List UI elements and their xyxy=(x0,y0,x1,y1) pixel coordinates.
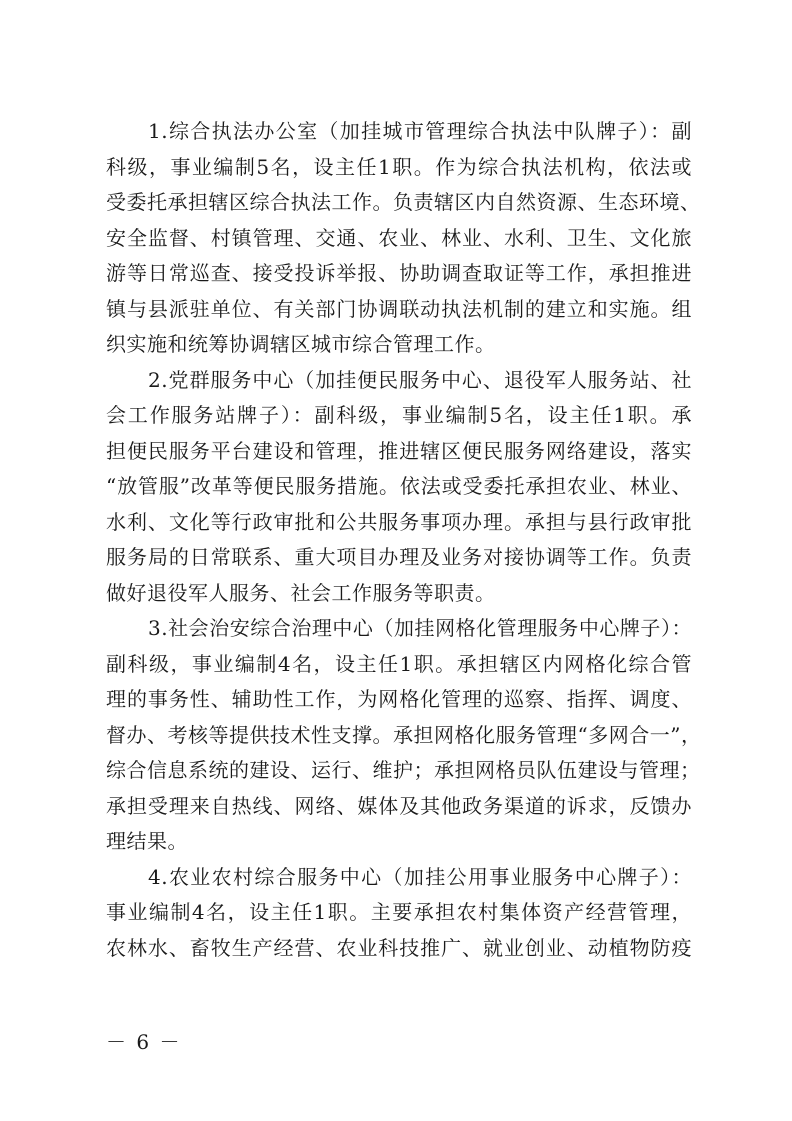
text-line: 安全监督、村镇管理、交通、农业、林业、水利、卫生、文化旅 xyxy=(106,225,692,250)
paragraph-party-mass-service-center xyxy=(106,363,692,612)
text-line: 会工作服务站牌子）：副科级，事业编制5名，设主任1职。承 xyxy=(106,403,692,427)
text-line: 织实施和统筹协调辖区城市综合管理工作。 xyxy=(106,332,496,356)
text-line: 科级，事业编制5名，设主任1职。作为综合执法机构，依法或 xyxy=(106,154,692,179)
text-line: 承担受理来自热线、网络、媒体及其他政务渠道的诉求，反馈办 xyxy=(106,793,692,818)
text-line: 农林水、畜牧生产经营、农业科技推广、就业创业、动植物防疫 xyxy=(106,935,692,960)
paragraph-social-security-governance-center xyxy=(106,611,702,860)
text-line: 担便民服务平台建设和管理，推进辖区便民服务网络建设，落实 xyxy=(106,438,692,463)
text-line: 1.综合执法办公室（加挂城市管理综合执法中队牌子）：副 xyxy=(148,119,692,143)
text-line: 事业编制4名，设主任1职。主要承担农村集体资产经营管理， xyxy=(106,900,692,924)
text-line: 游等日常巡查、接受投诉举报、协助调查取证等工作，承担推进 xyxy=(106,261,692,285)
text-line: 做好退役军人服务、社会工作服务等职责。 xyxy=(106,580,496,605)
text-line: 2.党群服务中心（加挂便民服务中心、退役军人服务站、社 xyxy=(148,367,692,392)
text-line: 副科级，事业编制4名，设主任1职。承担辖区内网格化综合管 xyxy=(106,651,692,676)
text-line: 督办、考核等提供技术性支撑。承担网格化服务管理“多网合一”， xyxy=(106,722,702,747)
text-line: 受委托承担辖区综合执法工作。负责辖区内自然资源、生态环境、 xyxy=(106,190,701,214)
paragraph-comprehensive-enforcement-office xyxy=(106,114,701,363)
text-line: 综合信息系统的建设、运行、维护；承担网格员队伍建设与管理； xyxy=(106,758,701,782)
text-line: 水利、文化等行政审批和公共服务事项办理。承担与县行政审批 xyxy=(106,509,692,534)
text-line: 4.农业农村综合服务中心（加挂公用事业服务中心牌子）： xyxy=(148,864,692,889)
text-line: 理结果。 xyxy=(106,829,188,853)
document-body xyxy=(106,114,702,966)
paragraph-agriculture-rural-service-center xyxy=(106,860,692,967)
text-line: “放管服”改革等便民服务措施。依法或受委托承担农业、林业、 xyxy=(106,474,692,498)
text-line: 服务局的日常联系、重大项目办理及业务对接协调等工作。负责 xyxy=(106,545,692,569)
page-number: － 6 － xyxy=(106,1030,182,1054)
text-line: 3.社会治安综合治理中心（加挂网格化管理服务中心牌子）： xyxy=(148,616,692,640)
text-line: 理的事务性、辅助性工作，为网格化管理的巡察、指挥、调度、 xyxy=(106,687,692,711)
text-line: 镇与县派驻单位、有关部门协调联动执法机制的建立和实施。组 xyxy=(106,296,692,321)
